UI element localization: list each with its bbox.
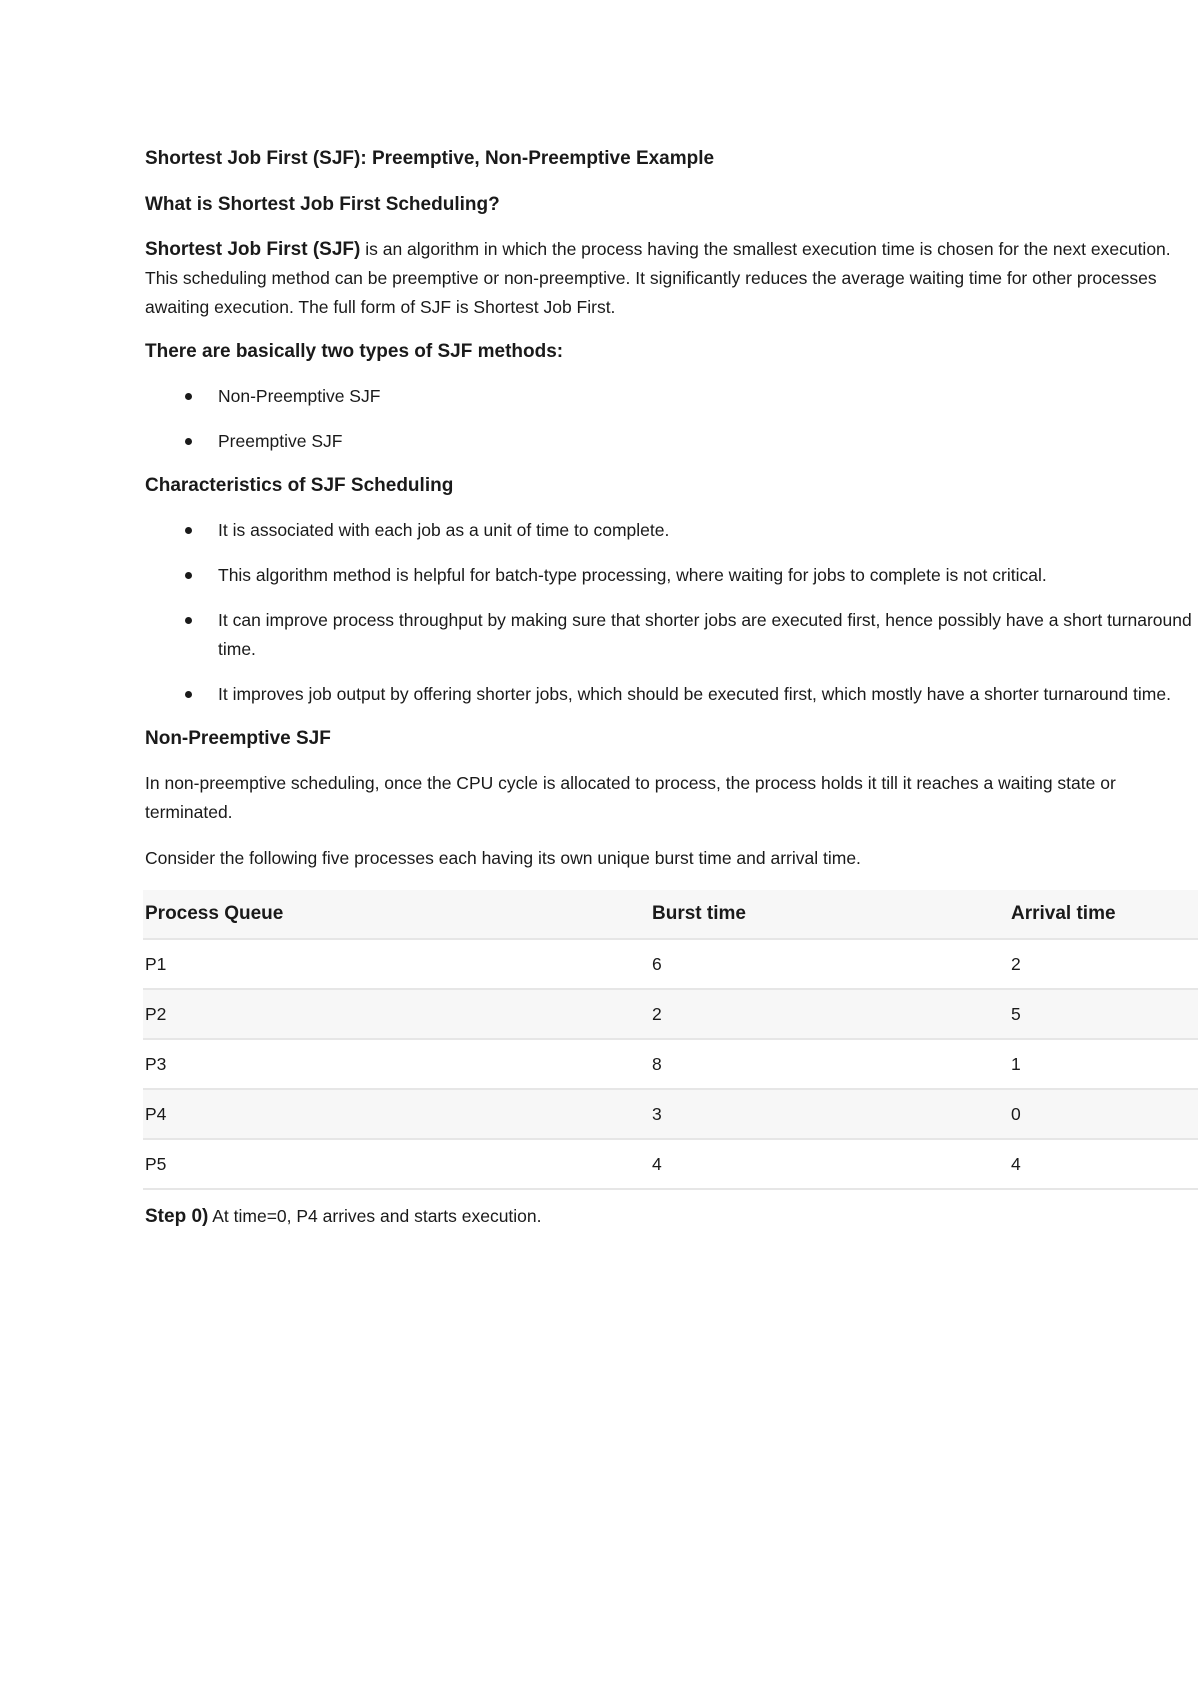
- table-row: [143, 1089, 1198, 1139]
- cell-burst-time: 4: [650, 1139, 1009, 1189]
- cell-burst-time: 3: [650, 1089, 1009, 1139]
- process-intro-paragraph: Consider the following five processes each having its own unique burst time and arrival time.: [145, 848, 861, 868]
- cell-process: P3: [143, 1039, 650, 1089]
- bullet-icon: [185, 393, 192, 400]
- cell-process: P1: [143, 939, 650, 989]
- characteristics-list: [145, 516, 1200, 709]
- bullet-icon: [185, 527, 192, 534]
- list-item: [145, 680, 1200, 709]
- list-item: [145, 516, 1200, 545]
- cell-arrival-time: 5: [1009, 989, 1198, 1039]
- list-item-text: Preemptive SJF: [218, 431, 343, 451]
- step-0-paragraph: [145, 1202, 1200, 1231]
- process-table: [143, 890, 1198, 1190]
- intro-text: is an algorithm in which the process having the smallest execution time is chosen for the next execution. This scheduling method can be preemptive or non-preemptive. It significantly reduces the average waiting time for other processes awaiting execution. The full form of SJF is Shortest Job First.: [145, 239, 1171, 317]
- header-arrival-time: Arrival time: [1009, 890, 1198, 939]
- list-item: [145, 606, 1200, 664]
- table-row: [143, 939, 1198, 989]
- section-heading-characteristics: Characteristics of SJF Scheduling: [145, 475, 454, 496]
- step-0-label: Step 0): [145, 1206, 209, 1227]
- cell-burst-time: 6: [650, 939, 1009, 989]
- document-page: [145, 146, 1200, 1231]
- cell-burst-time: 8: [650, 1039, 1009, 1089]
- section-heading-non-preemptive: Non-Preemptive SJF: [145, 728, 331, 749]
- cell-arrival-time: 0: [1009, 1089, 1198, 1139]
- section-heading-types: There are basically two types of SJF methods:: [145, 341, 564, 362]
- cell-arrival-time: 2: [1009, 939, 1198, 989]
- table-row: [143, 989, 1198, 1039]
- non-preemptive-paragraph: In non-preemptive scheduling, once the CPU cycle is allocated to process, the process holds it till it reaches a waiting state or terminated.: [145, 773, 1116, 822]
- bullet-icon: [185, 617, 192, 624]
- list-item-text: It is associated with each job as a unit of time to complete.: [218, 520, 670, 540]
- table-row: [143, 1039, 1198, 1089]
- intro-paragraph: [145, 235, 1195, 322]
- document-title: Shortest Job First (SJF): Preemptive, Non-Preemptive Example: [145, 148, 715, 169]
- header-process-queue: Process Queue: [143, 890, 650, 939]
- cell-arrival-time: 4: [1009, 1139, 1198, 1189]
- list-item-text: This algorithm method is helpful for batch-type processing, where waiting for jobs to complete is not critical.: [218, 565, 1047, 585]
- cell-process: P2: [143, 989, 650, 1039]
- cell-process: P4: [143, 1089, 650, 1139]
- bullet-icon: [185, 438, 192, 445]
- bullet-icon: [185, 691, 192, 698]
- cell-burst-time: 2: [650, 989, 1009, 1039]
- cell-process: P5: [143, 1139, 650, 1189]
- cell-arrival-time: 1: [1009, 1039, 1198, 1089]
- table-header-row: [143, 890, 1198, 939]
- section-heading-what-is-sjf: What is Shortest Job First Scheduling?: [145, 194, 500, 215]
- bullet-icon: [185, 572, 192, 579]
- list-item: [145, 561, 1200, 590]
- list-item-text: It improves job output by offering shorter jobs, which should be executed first, which mostly have a shorter turnaround time.: [218, 684, 1171, 704]
- list-item: [145, 427, 1200, 456]
- header-burst-time: Burst time: [650, 890, 1009, 939]
- types-list: [145, 382, 1200, 456]
- list-item-text: Non-Preemptive SJF: [218, 386, 381, 406]
- step-0-text: At time=0, P4 arrives and starts execution.: [208, 1206, 542, 1226]
- list-item-text: It can improve process throughput by making sure that shorter jobs are executed first, hence possibly have a short turnaround time.: [218, 610, 1192, 659]
- table-row: [143, 1139, 1198, 1189]
- list-item: [145, 382, 1200, 411]
- intro-bold-term: Shortest Job First (SJF): [145, 239, 361, 260]
